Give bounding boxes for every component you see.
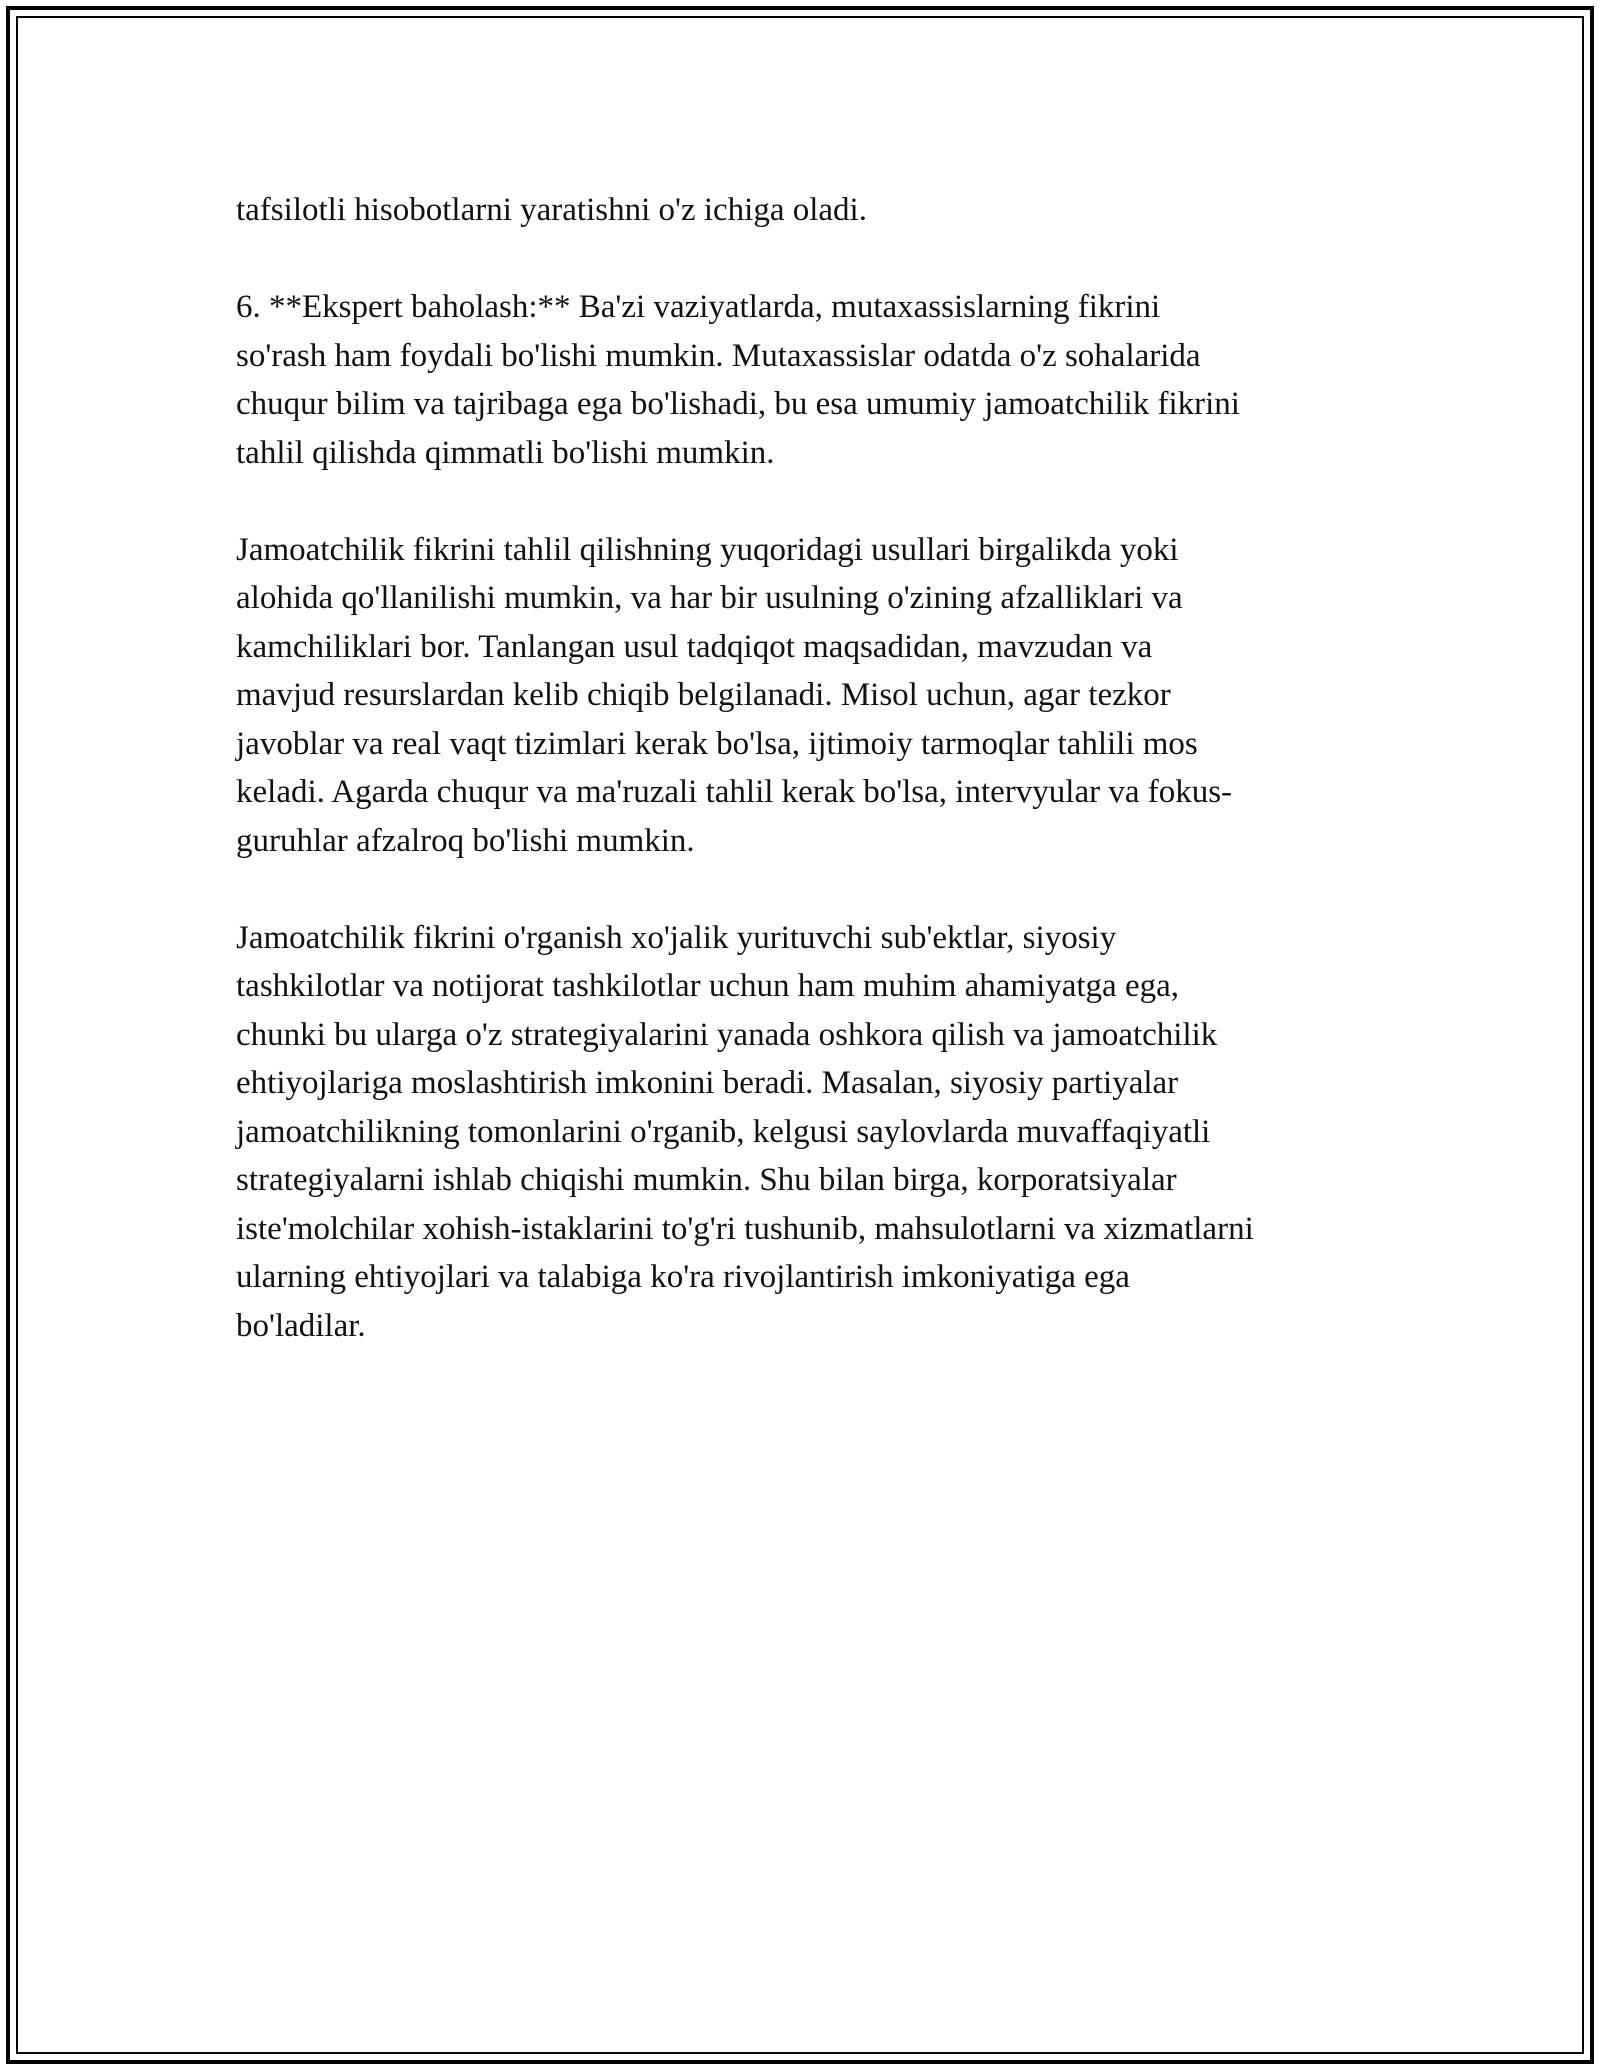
text-line: mavjud resurslardan kelib chiqib belgilanadi. Misol uchun, agar tezkor: [236, 677, 1171, 713]
text-line: Jamoatchilik fikrini tahlil qilishning yuqoridagi usullari birgalikda yoki: [236, 531, 1179, 568]
text-line: jamoatchilikning tomonlarini o'rganib, kelgusi saylovlarda muvaffaqiyatli: [236, 1113, 1211, 1150]
text-line: bo'ladilar.: [236, 1307, 366, 1344]
text-line: so'rash ham foydali bo'lishi mumkin. Mutaxassislar odatda o'z sohalarida: [236, 337, 1201, 374]
text-line: ehtiyojlariga moslashtirish imkonini beradi. Masalan, siyosiy partiyalar: [236, 1065, 1179, 1101]
text-line: ularning ehtiyojlari va talabiga ko'ra rivojlantirish imkoniyatiga ega: [236, 1259, 1130, 1295]
text-line: iste'molchilar xohish-istaklarini to'g'ri tushunib, mahsulotlarni va xizmatlarni: [236, 1210, 1254, 1247]
text-line: tashkilotlar va notijorat tashkilotlar uchun ham muhim ahamiyatga ega,: [236, 968, 1179, 1004]
text-line: 6. **Ekspert baholash:** Ba'zi vaziyatlarda, mutaxassislarning fikrini: [236, 289, 1161, 325]
text-line: kamchiliklari bor. Tanlangan usul tadqiqot maqsadidan, mavzudan va: [236, 628, 1153, 665]
text-line: chunki bu ularga o'z strategiyalarini yanada oshkora qilish va jamoatchilik: [236, 1016, 1218, 1053]
text-line: guruhlar afzalroq bo'lishi mumkin.: [236, 822, 695, 859]
text-line: alohida qo'llanilishi mumkin, va har bir usulning o'zining afzalliklari va: [236, 580, 1183, 616]
text-line: keladi. Agarda chuqur va ma'ruzali tahlil kerak bo'lsa, intervyular va fokus-: [236, 774, 1233, 810]
paragraph-2: [236, 283, 1386, 477]
text-line: chuqur bilim va tajribaga ega bo'lishadi, bu esa umumiy jamoatchilik fikrini: [236, 386, 1240, 422]
text-line: javoblar va real vaqt tizimlari kerak bo'lsa, ijtimoiy tarmoqlar tahlili mos: [236, 725, 1198, 762]
paragraph-4: [236, 914, 1386, 1351]
text-line: tahlil qilishda qimmatli bo'lishi mumkin.: [236, 434, 775, 471]
paragraph-1: [236, 186, 1386, 235]
text-line: tafsilotli hisobotlarni yaratishni o'z ichiga oladi.: [236, 192, 867, 228]
text-line: strategiyalarni ishlab chiqishi mumkin. Shu bilan birga, korporatsiyalar: [236, 1162, 1177, 1198]
text-line: Jamoatchilik fikrini o'rganish xo'jalik yurituvchi sub'ektlar, siyosiy: [236, 919, 1117, 956]
paragraph-3: [236, 526, 1386, 866]
document-body: [236, 186, 1386, 1399]
